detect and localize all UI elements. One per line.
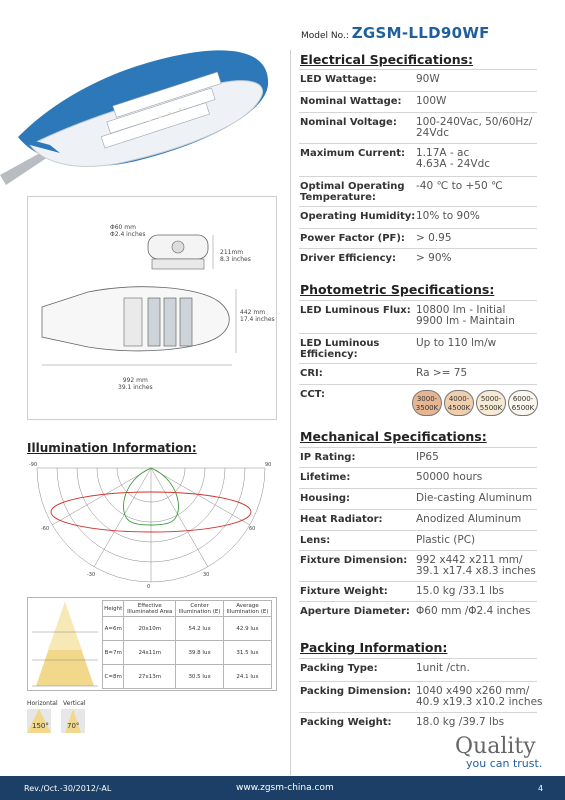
packing-title: Packing Information: bbox=[300, 640, 448, 655]
row-divider bbox=[299, 488, 537, 489]
row-divider bbox=[299, 509, 537, 510]
table-row bbox=[103, 641, 272, 665]
spec-value: 100W bbox=[416, 95, 447, 107]
spec-label: Nominal Wattage: bbox=[300, 96, 402, 107]
table-cell: 39.8 lux bbox=[176, 641, 224, 665]
spec-label: LED Luminous Efficiency: bbox=[300, 338, 380, 360]
row-divider bbox=[299, 363, 537, 364]
row-divider bbox=[299, 69, 537, 70]
spec-label: Nominal Voltage: bbox=[300, 117, 397, 128]
row-divider bbox=[299, 206, 537, 207]
table-row bbox=[103, 617, 272, 641]
table-header: Average Illumination (E) bbox=[224, 601, 272, 617]
illumination-title: Illumination Information: bbox=[27, 441, 197, 455]
dimension-drawing bbox=[27, 196, 277, 420]
table-cell: 54.2 lux bbox=[176, 617, 224, 641]
table-header: Height bbox=[103, 601, 124, 617]
cct-badge bbox=[444, 390, 474, 416]
cct-line1: 4000- bbox=[448, 395, 470, 403]
quality-logo: Quality bbox=[455, 734, 536, 759]
spec-value: 1.17A - ac 4.63A - 24Vdc bbox=[416, 147, 491, 170]
spec-label: Fixture Dimension: bbox=[300, 555, 408, 566]
cct-line2: 4500K bbox=[447, 404, 471, 412]
row-divider bbox=[299, 467, 537, 468]
cct-line2: 6500K bbox=[511, 404, 535, 412]
product-photo bbox=[0, 25, 285, 185]
spec-value: 1unit /ctn. bbox=[416, 662, 470, 674]
horizontal-angle: 150° bbox=[32, 722, 49, 730]
spec-value: 100-240Vac, 50/60Hz/ 24Vdc bbox=[416, 116, 533, 139]
spec-value: > 0.95 bbox=[416, 232, 452, 244]
row-divider bbox=[299, 333, 537, 334]
illumination-table bbox=[102, 600, 272, 689]
cct-line1: 3000- bbox=[416, 395, 438, 403]
spec-value: 15.0 kg /33.1 lbs bbox=[416, 585, 505, 597]
row-divider bbox=[299, 447, 537, 448]
spec-label: Packing Dimension: bbox=[300, 686, 411, 697]
electrical-title: Electrical Specifications: bbox=[300, 52, 474, 67]
footer bbox=[0, 776, 565, 800]
row-divider bbox=[299, 248, 537, 249]
table-header: Effective Illuminated Area bbox=[124, 601, 176, 617]
row-divider bbox=[299, 712, 537, 713]
row-divider bbox=[299, 176, 537, 177]
angle-label: -60 bbox=[41, 526, 50, 532]
table-cell: 27x13m bbox=[124, 665, 176, 689]
row-divider bbox=[299, 601, 537, 602]
footer-rev: Rev./Oct.-30/2012/-AL bbox=[24, 784, 112, 793]
row-divider bbox=[299, 300, 537, 301]
row-divider bbox=[299, 112, 537, 113]
height-dimension: 211mm 8.3 inches bbox=[220, 249, 251, 263]
table-cell: 30.5 lux bbox=[176, 665, 224, 689]
cct-line1: 6000- bbox=[512, 395, 534, 403]
spec-label: Aperture Diameter: bbox=[300, 606, 410, 617]
spec-value: Φ60 mm /Φ2.4 inches bbox=[416, 605, 531, 617]
spec-value: Die-casting Aluminum bbox=[416, 492, 533, 504]
spec-label: Housing: bbox=[300, 493, 351, 504]
table-row bbox=[103, 665, 272, 689]
spec-value: IP65 bbox=[416, 451, 439, 463]
spec-label: LED Luminous Flux: bbox=[300, 305, 411, 316]
row-divider bbox=[299, 91, 537, 92]
row-divider bbox=[299, 681, 537, 682]
spec-label: Driver Efficiency: bbox=[300, 253, 397, 264]
spec-label: Maximum Current: bbox=[300, 148, 406, 159]
row-divider bbox=[299, 228, 537, 229]
table-cell: 20x10m bbox=[124, 617, 176, 641]
table-header: Center Illumination (E) bbox=[176, 601, 224, 617]
spec-value: Anodized Aluminum bbox=[416, 513, 522, 525]
spec-value: > 90% bbox=[416, 252, 452, 264]
column-divider bbox=[290, 50, 291, 775]
table-cell: 24.1 lux bbox=[224, 665, 272, 689]
spec-label: LED Wattage: bbox=[300, 74, 377, 85]
spec-label: CCT: bbox=[300, 389, 325, 400]
table-cell: A=6m bbox=[103, 617, 124, 641]
angle-label: -90 bbox=[29, 462, 38, 468]
length-dimension: 992 mm 39.1 inches bbox=[118, 377, 153, 391]
spec-label: Packing Type: bbox=[300, 663, 378, 674]
cct-badge bbox=[508, 390, 538, 416]
spec-value: Up to 110 lm/w bbox=[416, 337, 497, 349]
spec-label: Heat Radiator: bbox=[300, 514, 383, 525]
table-cell: 31.5 lux bbox=[224, 641, 272, 665]
table-cell: C=8m bbox=[103, 665, 124, 689]
polar-light-distribution bbox=[27, 460, 275, 590]
row-divider bbox=[299, 384, 537, 385]
table-cell: 24x11m bbox=[124, 641, 176, 665]
spec-value: Plastic (PC) bbox=[416, 534, 476, 546]
cct-line1: 5000- bbox=[480, 395, 502, 403]
mechanical-title: Mechanical Specifications: bbox=[300, 429, 487, 444]
vertical-angle: 70° bbox=[67, 722, 80, 730]
spec-label: Packing Weight: bbox=[300, 717, 392, 728]
cct-line2: 5500K bbox=[479, 404, 503, 412]
angle-label: 30 bbox=[203, 572, 210, 578]
angle-label: 90 bbox=[265, 462, 272, 468]
illumination-table-box bbox=[27, 597, 277, 691]
spec-label: IP Rating: bbox=[300, 452, 356, 463]
row-divider bbox=[299, 550, 537, 551]
row-divider bbox=[299, 530, 537, 531]
spec-value: 90W bbox=[416, 73, 440, 85]
angle-label: -30 bbox=[87, 572, 96, 578]
row-divider bbox=[299, 143, 537, 144]
page-number: 4 bbox=[538, 784, 544, 793]
footer-url[interactable]: www.zgsm-china.com bbox=[236, 783, 334, 793]
spec-label: Lens: bbox=[300, 535, 331, 546]
model-prefix: Model No.: bbox=[301, 31, 349, 41]
photometric-title: Photometric Specifications: bbox=[300, 282, 495, 297]
table-header-row bbox=[103, 601, 272, 617]
spec-label: Power Factor (PF): bbox=[300, 233, 405, 244]
spec-value: 992 x442 x211 mm/ 39.1 x17.4 x8.3 inches bbox=[416, 554, 536, 577]
row-divider bbox=[299, 658, 537, 659]
vertical-label: Vertical bbox=[63, 700, 86, 707]
spec-value: -40 ℃ to +50 ℃ bbox=[416, 180, 503, 192]
angle-label: 60 bbox=[249, 526, 256, 532]
spec-label: CRI: bbox=[300, 368, 323, 379]
model-number bbox=[301, 24, 490, 42]
row-divider bbox=[299, 581, 537, 582]
spec-value: Ra >= 75 bbox=[416, 367, 468, 379]
light-cone-graphic bbox=[30, 600, 100, 688]
model-name: ZGSM-LLD90WF bbox=[351, 24, 490, 42]
brand-tagline: you can trust. bbox=[466, 757, 543, 770]
cct-line2: 3500K bbox=[415, 404, 439, 412]
spec-label: Optimal Operating Temperature: bbox=[300, 181, 405, 203]
spec-value: 18.0 kg /39.7 lbs bbox=[416, 716, 505, 728]
table-cell: 42.9 lux bbox=[224, 617, 272, 641]
cct-badge bbox=[412, 390, 442, 416]
cct-badge bbox=[476, 390, 506, 416]
horizontal-label: Horizontal bbox=[27, 700, 58, 707]
angle-label: 0 bbox=[147, 584, 151, 590]
spec-value: 50000 hours bbox=[416, 471, 483, 483]
spec-label: Lifetime: bbox=[300, 472, 351, 483]
table-cell: B=7m bbox=[103, 641, 124, 665]
aperture-dimension: Φ60 mm Φ2.4 inches bbox=[110, 224, 146, 238]
spec-value: 10% to 90% bbox=[416, 210, 480, 222]
spec-value: 1040 x490 x260 mm/ 40.9 x19.3 x10.2 inches bbox=[416, 685, 543, 708]
spec-label: Fixture Weight: bbox=[300, 586, 388, 597]
spec-label: Operating Humidity: bbox=[300, 211, 416, 222]
width-dimension: 442 mm 17.4 inches bbox=[240, 309, 275, 323]
spec-value: 10800 lm - Initial 9900 lm - Maintain bbox=[416, 304, 515, 327]
